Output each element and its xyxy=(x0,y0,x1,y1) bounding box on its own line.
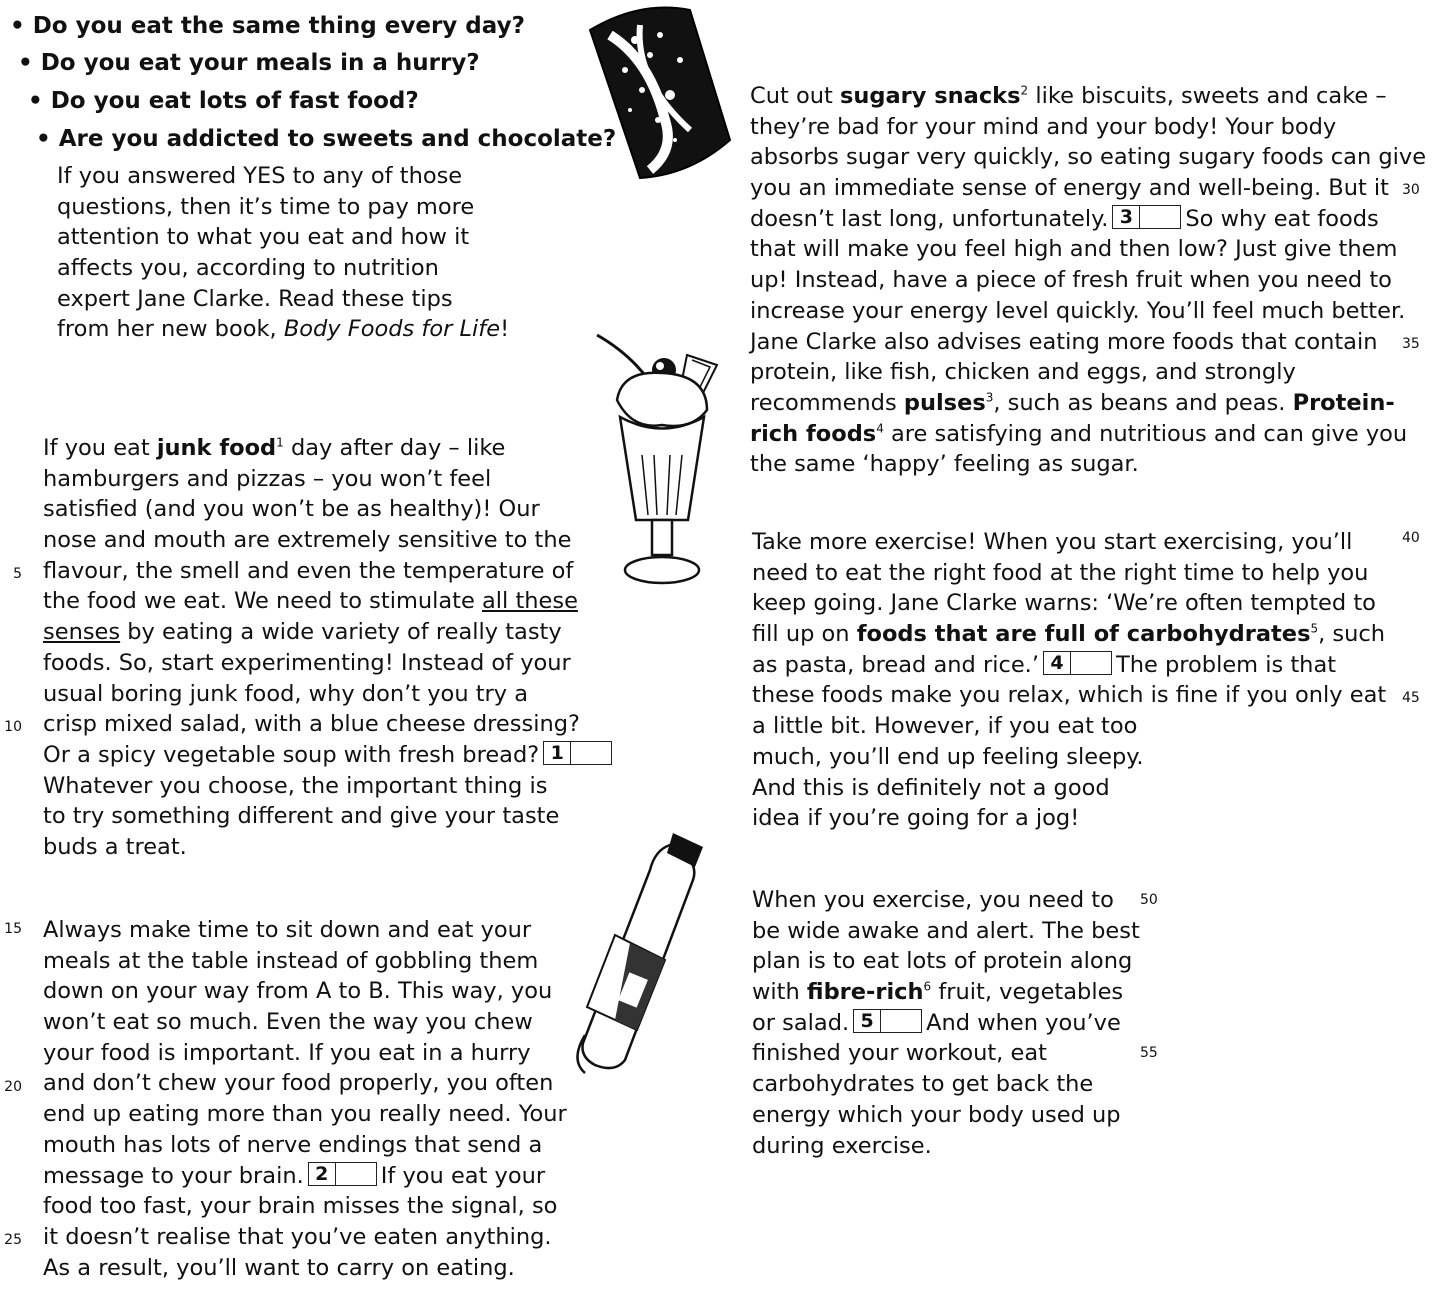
gap-5[interactable]: 5 xyxy=(853,1009,922,1033)
line-number: 25 xyxy=(4,1232,22,1248)
question-4: • Are you addicted to sweets and chocolate? xyxy=(36,126,617,152)
line-number: 20 xyxy=(4,1079,22,1095)
line-number: 55 xyxy=(1140,1045,1158,1061)
line-number: 10 xyxy=(4,719,22,735)
intro-paragraph: If you answered YES to any of those questions, then it’s time to pay more attention to what you eat and how it affects you, according to nutrition expert Jane Clarke. Read these tips from her new book, Body Foods for Life! xyxy=(57,163,510,343)
line-number: 30 xyxy=(1402,182,1420,198)
gap-2[interactable]: 2 xyxy=(308,1162,377,1186)
line-number: 45 xyxy=(1402,690,1420,706)
gap-4[interactable]: 4 xyxy=(1043,651,1112,675)
paragraph-sugary-snacks: Cut out sugary snacks$^2$ like biscuits, sweets and cake – they’re bad for your mind and your body! Your body absorbs sugar very quickly, so eating sugary foods can give you an immediate sense of energy and well-being. But it doesn’t last long, unfortunately. 3 So why eat foods that will make you feel high and then low? Just give them up! Instead, have a piece of fresh fruit when you need to increase your energy level quickly. You’ll feel much better. Jane Clarke also advises eating more foods that contain protein, like fish, chicken and eggs, and strongly recommends pulses$^3$, such as beans and peas. Protein- rich foods$^4$ are satisfying and nutritious and can give you the same ‘happy’ feeling as sugar. xyxy=(750,83,1427,478)
line-number: 15 xyxy=(4,921,22,937)
line-number: 5 xyxy=(13,566,22,582)
water-bottle-illustration xyxy=(575,825,725,1080)
gap-1[interactable]: 1 xyxy=(543,741,612,765)
paragraph-eat-slowly: Always make time to sit down and eat your meals at the table instead of gobbling them down on your way from A to B. This way, you won’t eat so much. Even the way you chew your food is important. If you eat in a hurry and don’t chew your food properly, you often end up eating more than you really need. Your mouth has lots of nerve endings that send a message to your brain. 2 If you eat your food too fast, your brain misses the signal, so it doesn’t realise that you’ve eaten anything. As a result, you’ll want to carry on eating. xyxy=(43,917,567,1281)
line-number: 35 xyxy=(1402,336,1420,352)
milkshake-illustration xyxy=(592,325,732,590)
question-2: • Do you eat your meals in a hurry? xyxy=(18,50,480,76)
paragraph-protein: When you exercise, you need to be wide awake and alert. The best plan is to eat lots of protein along with fibre-rich$^6$ fruit, vegetables or salad. 5 And when you’ve finished your workout, eat carbohydrates to get back the energy which your body used up during exercise. xyxy=(752,887,1140,1159)
book-title: Body Foods for Life xyxy=(283,316,501,343)
question-1: • Do you eat the same thing every day? xyxy=(10,13,525,39)
line-number: 40 xyxy=(1402,530,1420,546)
gap-3[interactable]: 3 xyxy=(1112,205,1181,229)
question-3: • Do you eat lots of fast food? xyxy=(28,88,419,114)
paragraph-exercise: Take more exercise! When you start exercising, you’ll need to eat the right food at the right time to help you keep going. Jane Clarke warns: ‘We’re often tempted to fill up on foods that are full of carbohydrates$^5$, such as pasta, bread and rice.’ 4 The problem is that these foods make you relax, which is fine if you only eat a little bit. However, if you eat too much, you’ll end up feeling sleepy. And this is definitely not a good idea if you’re going for a jog! xyxy=(752,529,1387,832)
paragraph-junk-food: If you eat junk food$^1$ day after day – like hamburgers and pizzas – you won’t feel satisfied (and you won’t be as healthy)! Our nose and mouth are extremely sensitive to the flavour, the smell and even the temperature of the food we eat. We need to stimulate all these senses by eating a wide variety of really tasty foods. So, start experimenting! Instead of your usual boring junk food, why don’t you try a crisp mixed salad, with a blue cheese dressing? Or a spicy vegetable soup with fresh bread? 1 Whatever you choose, the important thing is to try something different and give your taste buds a treat. xyxy=(43,433,616,863)
line-number: 50 xyxy=(1140,892,1158,908)
soda-can-illustration xyxy=(580,0,740,200)
